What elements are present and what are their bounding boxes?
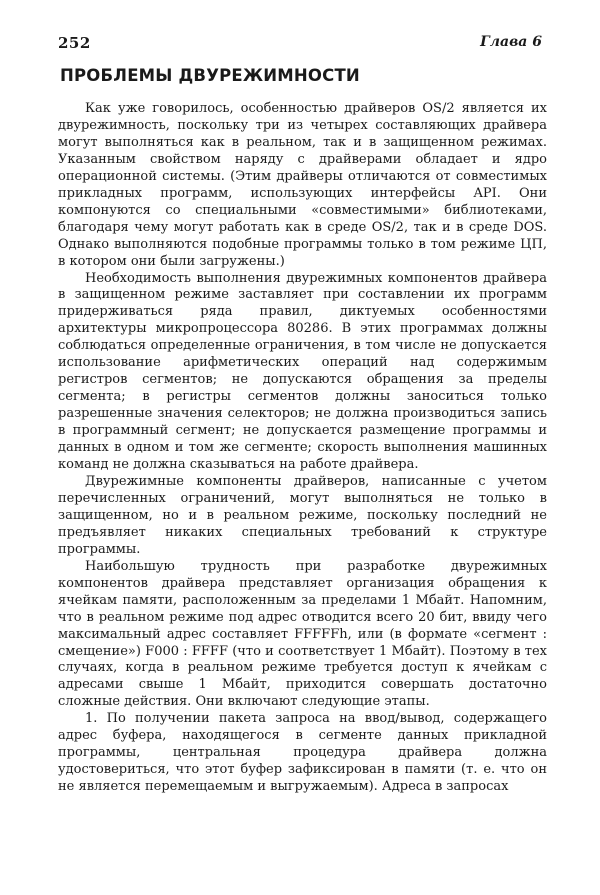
page-number: 252 — [58, 34, 91, 52]
paragraph: Двурежимные компоненты драйверов, написанные с учетом перечисленных ограничений, могут выполняться не только в защищенном, но и в реальном режиме, поскольку последний не предъявляет никаких специальных требований к структуре программы. — [58, 473, 547, 557]
running-header — [58, 34, 542, 54]
paragraph: 1. По получении пакета запроса на ввод/вывод, содержащего адрес буфера, находящегося в сегменте данных прикладной программы, центральная процедура драйвера должна удостовериться, что этот буфер зафиксирован в памяти (т. е. что он не является перемещаемым и выгружаемым). Адреса в запросах — [58, 711, 547, 795]
body-text — [58, 101, 547, 796]
paragraph: Наибольшую трудность при разработке двурежимных компонентов драйвера представляет организация обращения к ячейкам памяти, расположенным за пределами 1 Мбайт. Напомним, что в реальном режиме под адрес отводится всего 20 бит, ввиду чего максимальный адрес составляет FFFFFh, или (в формате «сегмент : смещение») F000 : FFFF (что и соответствует 1 Мбайт). Поэтому в тех случаях, когда в реальном режиме требуется доступ к ячейкам с адресами свыше 1 Мбайт, приходится совершать достаточно сложные действия. Они включают следующие этапы. — [58, 558, 547, 710]
chapter-label: Глава 6 — [480, 34, 542, 50]
section-title: ПРОБЛЕМЫ ДВУРЕЖИМНОСТИ — [60, 66, 360, 85]
paragraph: Необходимость выполнения двурежимных компонентов драйвера в защищенном режиме заставляет при составлении их программ придерживаться ряда правил, диктуемых особенностями архитектуры микропроцессора 80286. В этих программах должны соблюдаться определенные ограничения, в том числе не допускается использование арифметических операций над содержимым регистров сегментов; не допускаются обращения за пределы сегмента; в регистры сегментов должны заноситься только разрешенные значения селекторов; не должна производиться запись в программный сегмент; не допускается размещение программы и данных в одном и том же сегменте; скорость выполнения машинных команд не должна сказываться на работе драйвера. — [58, 270, 547, 473]
paragraph: Как уже говорилось, особенностью драйверов OS/2 является их двурежимность, поскольку три из четырех составляющих драйвера могут выполняться как в реальном, так и в защищенном режимах. Указанным свойством наряду с драйверами обладает и ядро операционной системы. (Этим драйверы отличаются от совместимых прикладных программ, использующих интерфейсы API. Они компонуются со специальными «совместимыми» библиотеками, благодаря чему могут работать как в среде OS/2, так и в среде DOS. Однако выполняются подобные программы только в том режиме ЦП, в котором они были загружены.) — [58, 101, 547, 269]
